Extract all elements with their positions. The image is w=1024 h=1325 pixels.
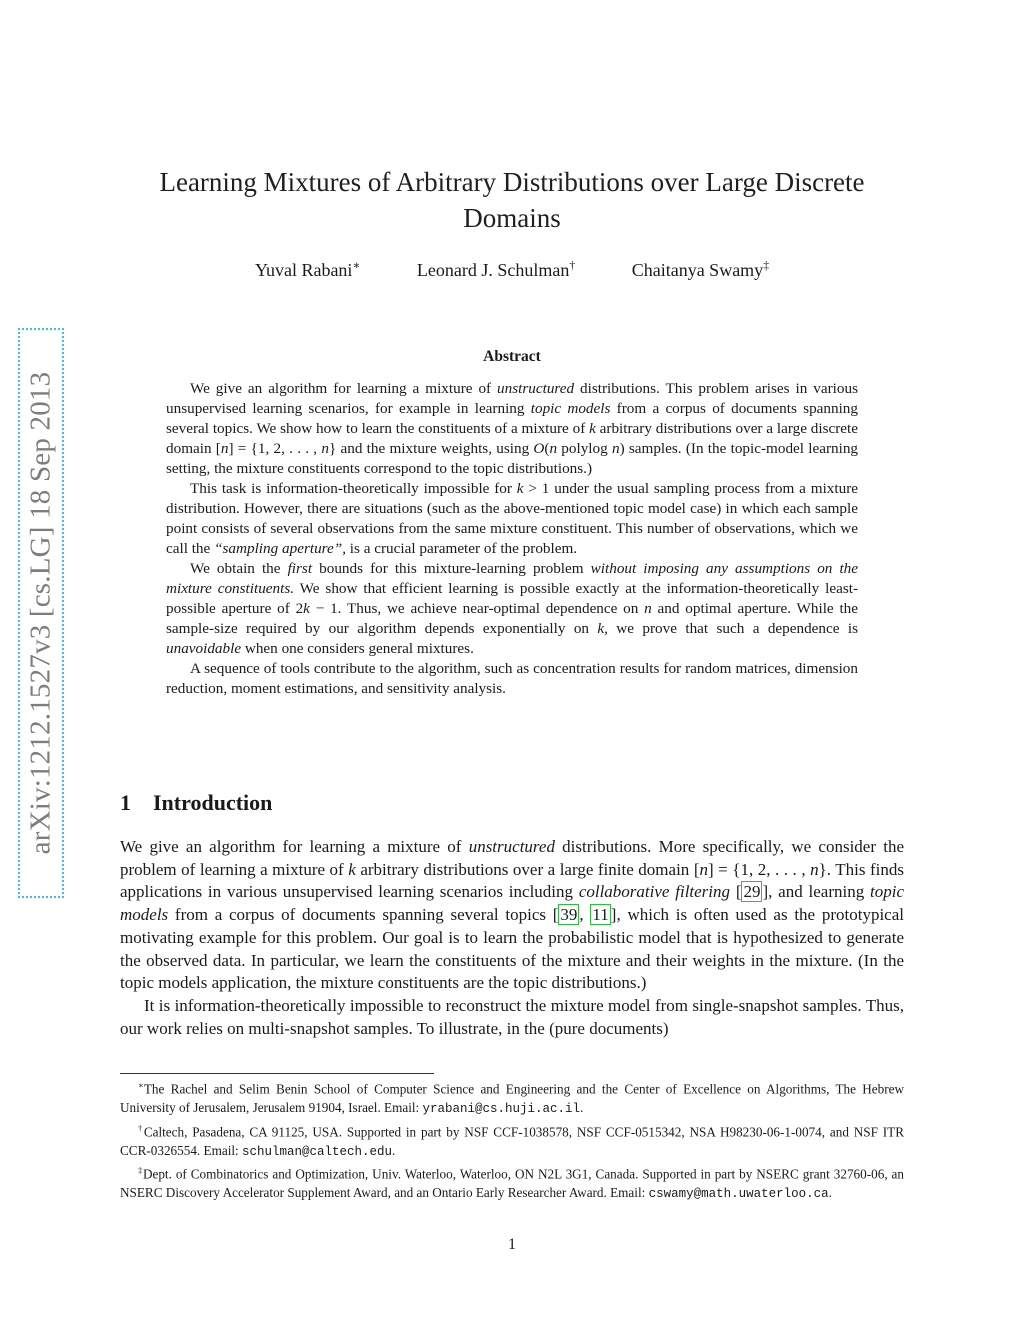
email-link-rabani[interactable]: yrabani@cs.huji.ac.il [422, 1101, 581, 1116]
section-heading-introduction [120, 790, 272, 816]
citation-link-29[interactable]: 29 [743, 882, 761, 902]
author-3 [632, 260, 769, 280]
arxiv-stamp-text: arXiv:1212.1527v3 [cs.LG] 18 Sep 2013 [24, 371, 57, 855]
citation-link-39[interactable]: 39 [560, 905, 578, 925]
abstract-paragraph-4: A sequence of tools contribute to the algorithm, such as concentration results for random matrices, dimension reduction, moment estimations, and sensitivity analysis. [166, 660, 858, 697]
author-2 [417, 260, 575, 280]
author-list [0, 258, 1024, 281]
author-2-name: Leonard J. Schulman [416, 260, 570, 280]
author-1-name: Yuval Rabani [254, 260, 353, 280]
author-2-mark: † [569, 259, 576, 272]
arxiv-stamp [18, 328, 64, 898]
footnotes [120, 1076, 904, 1204]
citation-link-11[interactable]: 11 [592, 905, 609, 925]
title-line-1: Learning Mixtures of Arbitrary Distributions over Large Discrete [159, 167, 865, 197]
intro-paragraph-2: It is information-theoretically impossible to reconstruct the mixture model from single-snapshot samples. Thus, our work relies on multi-snapshot samples. To illustrate, in the (pure documents) [120, 995, 904, 1038]
introduction-body [120, 836, 904, 1040]
abstract-heading: Abstract [483, 348, 541, 365]
page-number: 1 [508, 1236, 516, 1253]
paper-title [100, 164, 924, 236]
abstract-paragraph-1: We give an algorithm for learning a mixture of unstructured distributions. This problem arises in various unsupervised learning scenarios, for example in learning topic models from a corpus of documents spanning several topics. We show how to learn the constituents of a mixture of k arbitrary distributions over a large discrete domain [n] = {1, 2, . . . , n} and the mixture weights, using O(n polylog n) samples. (In the topic-model learning setting, the mixture constituents correspond to the topic distributions.) [166, 380, 859, 477]
footnote-rule [120, 1073, 434, 1074]
footnote-1: ∗The Rachel and Selim Benin School of Computer Science and Engineering and the Center of Excellence on Algorithms, The Hebrew University of Jerusalem, Jerusalem 91904, Israel. Email: yrabani@cs.huji.ac.il. [120, 1080, 904, 1116]
author-1-mark: ∗ [352, 259, 361, 272]
footnote-3: ‡Dept. of Combinatorics and Optimization, Univ. Waterloo, Waterloo, ON N2L 3G1, Canada. Supported in part by NSERC grant 32760-06, an NSERC Discovery Accelerator Supplement Award, and an Ontario Early Researcher Award. Email: cswamy@math.uwaterloo.ca. [120, 1165, 905, 1202]
abstract [166, 379, 858, 699]
intro-paragraph-1: We give an algorithm for learning a mixture of unstructured distributions. More specifically, we consider the problem of learning a mixture of k arbitrary distributions over a large finite domain [n] = {1, 2, . . . , n}. This finds applications in various unsupervised learning scenarios including collaborative filtering [ 29 ], and learning topic models from a corpus of documents spanning several topics [ 39 , 11 ], which is often used as the prototypical motivating example for this problem. Our goal is to learn the probabilistic model that is hypothesized to generate the observed data. In particular, we learn the constituents of the mixture and their weights in the mixture. (In the topic models application, the mixture constituents are the topic distributions.) [120, 837, 905, 993]
author-3-name: Chaitanya Swamy [631, 260, 764, 280]
footnote-2: †Caltech, Pasadena, CA 91125, USA. Supported in part by NSF CCF-1038578, NSF CCF-0515342, NSA H98230-06-1-0074, and NSF ITR CCR-0326554. Email: schulman@caltech.edu. [120, 1122, 904, 1159]
title-line-2: Domains [463, 203, 561, 233]
author-1 [255, 260, 360, 280]
email-link-swamy[interactable]: cswamy@math.uwaterloo.ca [648, 1187, 829, 1202]
section-title: Introduction [153, 790, 273, 815]
section-number: 1 [120, 790, 131, 815]
email-link-schulman[interactable]: schulman@caltech.edu [241, 1144, 393, 1159]
author-3-mark: ‡ [763, 259, 770, 272]
abstract-paragraph-3: We obtain the first bounds for this mixture-learning problem without imposing any assumptions on the mixture constituents. We show that efficient learning is possible exactly at the information-theoretically least-possible aperture of 2k − 1. Thus, we achieve near-optimal dependence on n and optimal aperture. While the sample-size required by our algorithm depends exponentially on k, we prove that such a dependence is unavoidable when one considers general mixtures. [166, 560, 859, 657]
abstract-paragraph-2: This task is information-theoretically impossible for k > 1 under the usual sampling process from a mixture distribution. However, there are situations (such as the above-mentioned topic model case) in which each sample point consists of several observations from the same mixture constituent. This number of observations, which we call the “sampling aperture”, is a crucial parameter of the problem. [166, 480, 858, 557]
